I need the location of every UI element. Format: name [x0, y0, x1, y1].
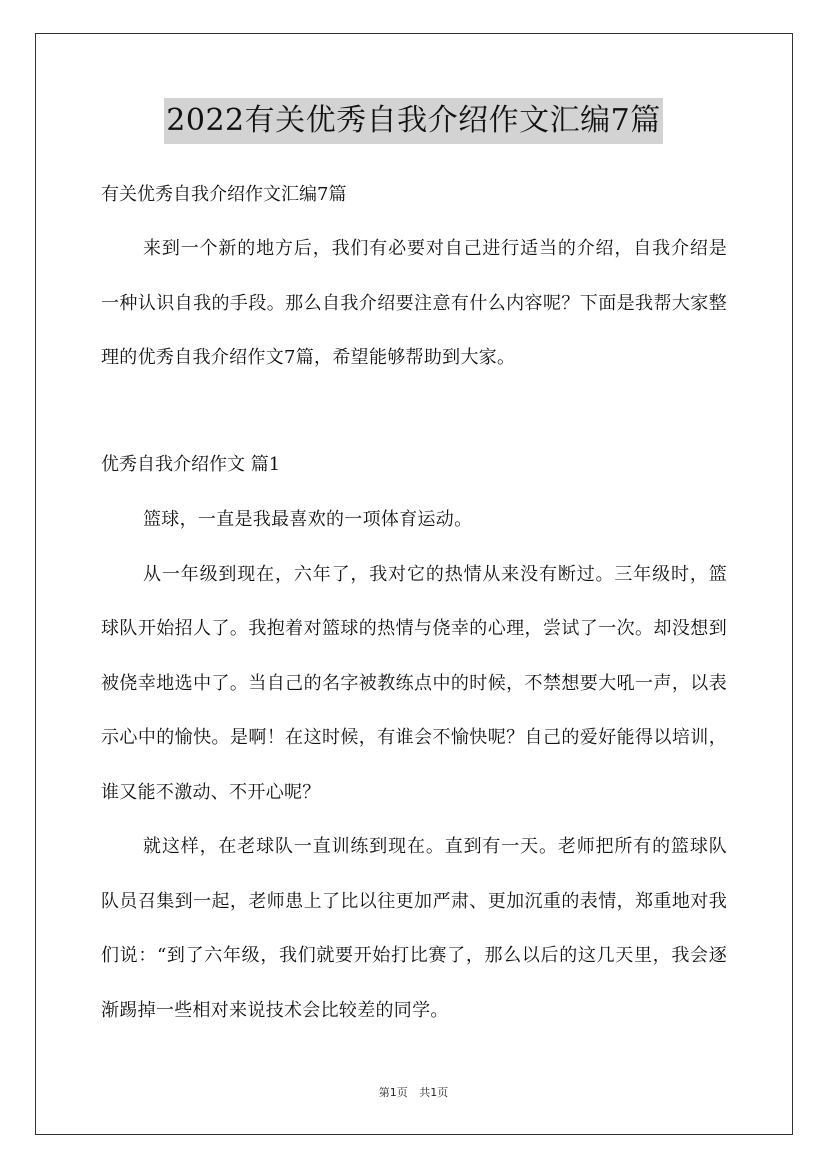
section-heading: 优秀自我介绍作文 篇1	[101, 454, 281, 475]
page-number-total: 共1页	[419, 1086, 449, 1099]
body-block	[101, 493, 727, 1038]
body-paragraph: 篮球，一直是我最喜欢的一项体育运动。	[143, 509, 473, 530]
body-paragraph: 就这样，在老球队一直训练到现在。直到有一天。老师把所有的篮球队队员召集到一起，老师患上了比以往更加严肃、更加沉重的表情，郑重地对我们说：“到了六年级，我们就要开始打比赛了，那么以后的这几天里，我会逐渐踢掉一些相对来说技术会比较差的同学。	[101, 836, 727, 1021]
intro-paragraph: 来到一个新的地方后，我们有必要对自己进行适当的介绍，自我介绍是一种认识自我的手段。那么自我介绍要注意有什么内容呢？下面是我帮大家整理的优秀自我介绍作文7篇，希望能够帮助到大家。	[101, 238, 727, 368]
title-container	[0, 98, 827, 144]
page-number-current: 第1页	[378, 1086, 408, 1099]
intro-block	[101, 222, 727, 386]
body-paragraph: 从一年级到现在，六年了，我对它的热情从来没有断过。三年级时，篮球队开始招人了。我抱着对篮球的热情与侥幸的心理，尝试了一次。却没想到被侥幸地选中了。当自己的名字被教练点中的时候，不禁想要大吼一声，以表示心中的愉快。是啊！在这时候，有谁会不愉快呢？自己的爱好能得以培训，谁又能不激动、不开心呢？	[101, 563, 727, 803]
page-footer	[0, 1084, 827, 1100]
document-title: 2022有关优秀自我介绍作文汇编7篇	[164, 98, 662, 144]
document-subtitle: 有关优秀自我介绍作文汇编7篇	[101, 184, 347, 205]
